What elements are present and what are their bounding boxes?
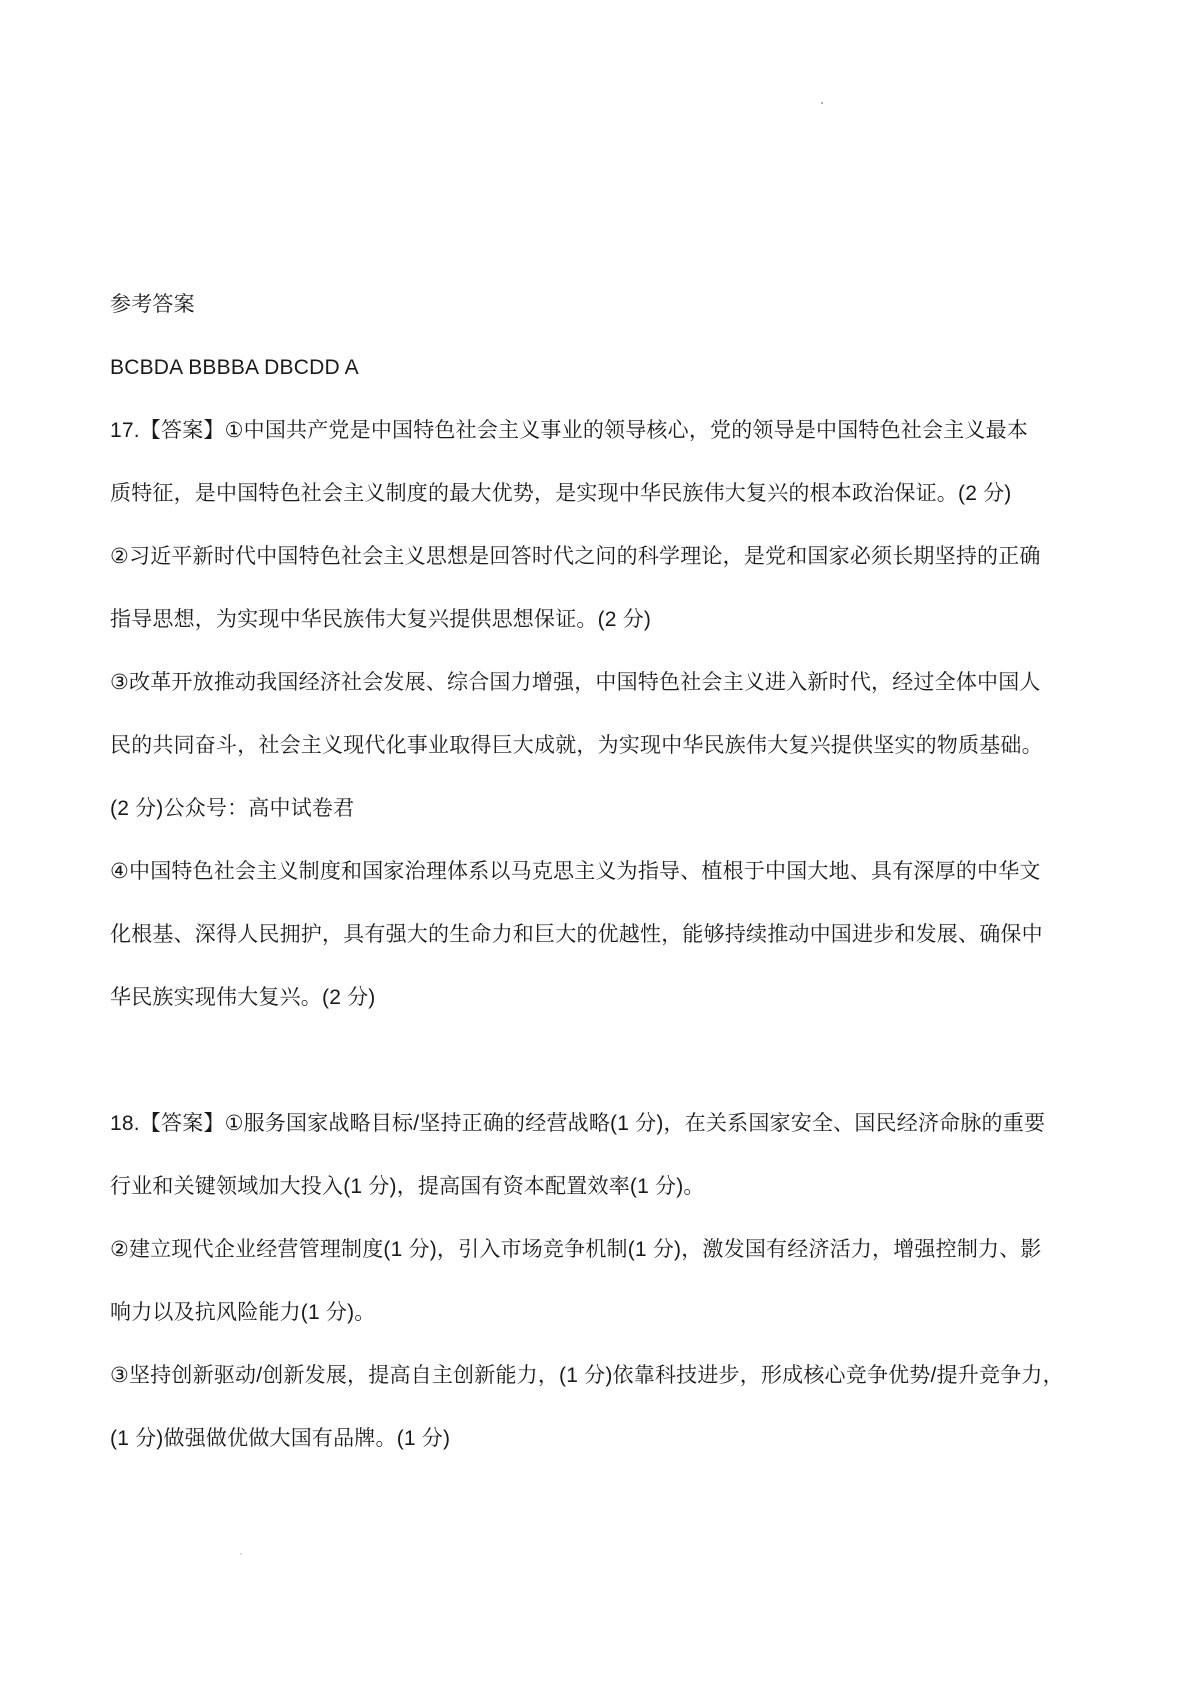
- scan-speck: [240, 1553, 242, 1555]
- scan-speck: [821, 102, 823, 104]
- q17-line: 华民族实现伟大复兴。(2 分): [110, 986, 376, 1009]
- q18-line: 行业和关键领域加大投入(1 分)，提高国有资本配置效率(1 分)。: [110, 1175, 705, 1198]
- q17-line: (2 分)公众号：高中试卷君: [110, 797, 355, 820]
- q17-line: ③改革开放推动我国经济社会发展、综合国力增强，中国特色社会主义进入新时代，经过全体中国人: [110, 671, 1041, 694]
- q17-line: ④中国特色社会主义制度和国家治理体系以马克思主义为指导、植根于中国大地、具有深厚的中华文: [110, 860, 1041, 883]
- q17-line: 质特征，是中国特色社会主义制度的最大优势，是实现中华民族伟大复兴的根本政治保证。(2 分): [110, 482, 1012, 505]
- q17-line: ②习近平新时代中国特色社会主义思想是回答时代之问的科学理论，是党和国家必须长期坚持的正确: [110, 545, 1041, 568]
- q17-line: 指导思想，为实现中华民族伟大复兴提供思想保证。(2 分): [110, 608, 652, 631]
- q18-line: 18.【答案】①服务国家战略目标/坚持正确的经营战略(1 分)，在关系国家安全、国民经济命脉的重要: [110, 1112, 1046, 1135]
- q17-line: 化根基、深得人民拥护，具有强大的生命力和巨大的优越性，能够持续推动中国进步和发展、确保中: [110, 923, 1043, 946]
- q18-line: (1 分)做强做优做大国有品牌。(1 分): [110, 1427, 451, 1450]
- q18-line: ③坚持创新驱动/创新发展，提高自主创新能力，(1 分)依靠科技进步，形成核心竞争优势/提升竞争力，: [110, 1364, 1064, 1387]
- q18-line: ②建立现代企业经营管理制度(1 分)，引入市场竞争机制(1 分)，激发国有经济活力，增强控制力、影: [110, 1238, 1042, 1261]
- answer-heading: 参考答案: [110, 293, 195, 316]
- q18-line: 响力以及抗风险能力(1 分)。: [110, 1301, 376, 1324]
- q17-line: 17.【答案】①中国共产党是中国特色社会主义事业的领导核心，党的领导是中国特色社会主义最本: [110, 419, 1029, 442]
- q17-line: 民的共同奋斗，社会主义现代化事业取得巨大成就，为实现中华民族伟大复兴提供坚实的物质基础。: [110, 734, 1043, 757]
- choice-answers: BCBDA BBBBA DBCDD A: [110, 356, 359, 379]
